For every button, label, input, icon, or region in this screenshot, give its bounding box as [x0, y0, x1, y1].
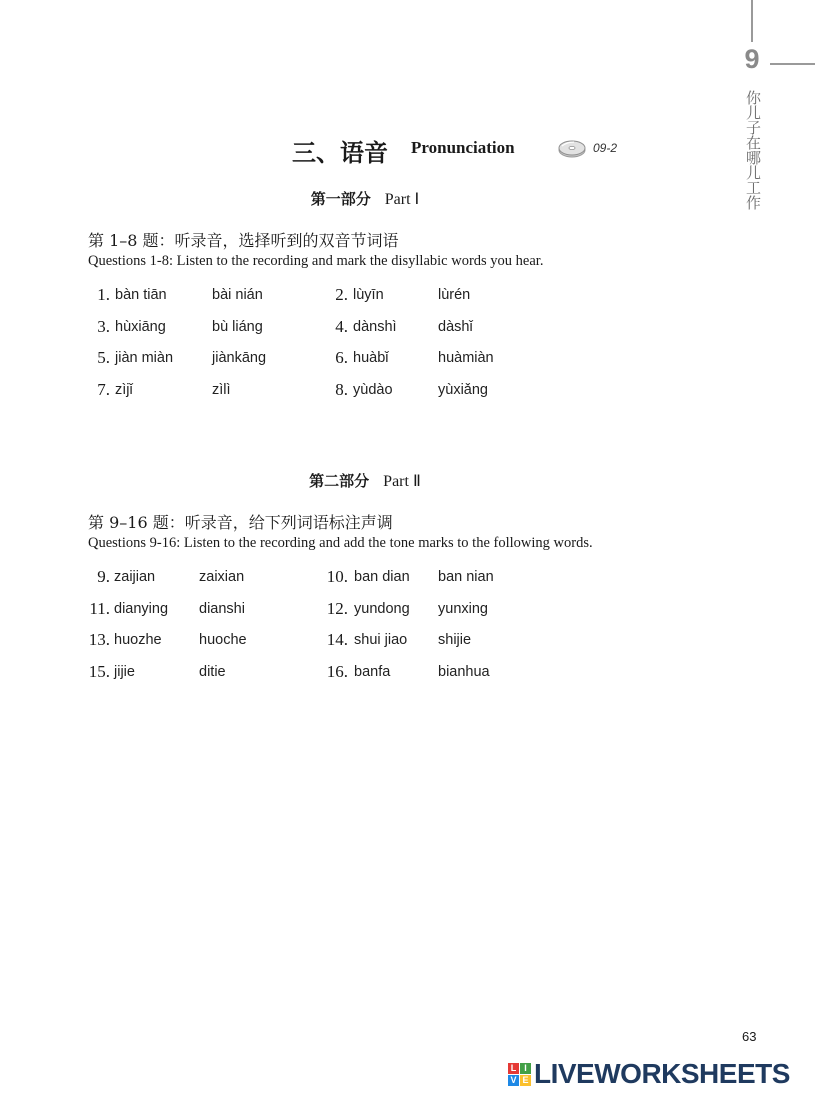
question-number: 16. [326, 662, 348, 681]
word-option-b[interactable]: ditie [199, 664, 226, 680]
word-option-b[interactable]: huàmiàn [438, 350, 494, 366]
part2-instruction-en: Questions 9-16: Listen to the recording and add the tone marks to the following words. [88, 535, 593, 551]
logo-block-i: I [520, 1063, 531, 1074]
logo-icon [508, 1063, 531, 1086]
word-option-b[interactable]: yùxiǎng [438, 382, 488, 398]
section-title-cn: 三、语音 [292, 138, 388, 167]
word-option-a[interactable]: huàbǐ [353, 350, 389, 366]
word-option-b[interactable]: yunxing [438, 601, 488, 617]
word-option-b[interactable]: bài nián [212, 287, 263, 303]
question-number: 2. [335, 285, 348, 304]
question-number: 9. [97, 567, 110, 586]
question-number: 14. [326, 630, 348, 649]
word-option-b[interactable]: bianhua [438, 664, 490, 680]
question-number: 12. [326, 599, 348, 618]
logo-block-v: V [508, 1075, 519, 1086]
word-option-a[interactable]: ban dian [354, 569, 410, 585]
question-number: 5. [97, 348, 110, 367]
word-option-b[interactable]: ban nian [438, 569, 494, 585]
question-number: 7. [97, 380, 110, 399]
word-option-a[interactable]: dànshì [353, 319, 397, 335]
section-title-en: Pronunciation [411, 138, 515, 157]
part2-title-cn: 第二部分 [309, 472, 370, 490]
word-option-b[interactable]: shijie [438, 632, 472, 648]
word-option-b[interactable]: lùrén [438, 287, 471, 303]
part1-instruction-en: Questions 1-8: Listen to the recording and mark the disyllabic words you hear. [88, 253, 544, 269]
chapter-number: 9 [744, 44, 760, 74]
word-option-a[interactable]: huozhe [114, 632, 162, 648]
question-number: 11. [89, 599, 110, 618]
word-option-a[interactable]: yùdào [353, 382, 393, 398]
word-option-a[interactable]: shui jiao [354, 632, 408, 648]
part1-heading [0, 188, 730, 209]
chapter-title: 你儿子在哪儿工作 [744, 90, 762, 210]
question-number: 1. [97, 285, 110, 304]
word-option-a[interactable]: dianying [114, 601, 169, 617]
part1-title-cn: 第一部分 [310, 190, 371, 208]
question-number: 15. [88, 662, 110, 681]
liveworksheets-logo[interactable] [508, 1059, 790, 1089]
cd-icon[interactable] [557, 139, 587, 159]
side-divider-horizontal [770, 63, 815, 65]
audio-track-label: 09-2 [593, 141, 618, 155]
word-option-a[interactable]: jiàn miàn [115, 350, 174, 366]
word-option-a[interactable]: lùyīn [353, 287, 384, 303]
word-option-b[interactable]: huoche [199, 632, 247, 648]
word-option-b[interactable]: dàshǐ [438, 319, 473, 335]
logo-text: LIVEWORKSHEETS [534, 1058, 790, 1089]
word-option-a[interactable]: bàn tiān [115, 287, 167, 303]
word-option-b[interactable]: dianshi [199, 601, 245, 617]
question-number: 8. [335, 380, 348, 399]
word-option-a[interactable]: zìjǐ [115, 382, 133, 398]
word-option-b[interactable]: jiànkāng [212, 350, 267, 366]
word-option-a[interactable]: hùxiāng [115, 319, 166, 335]
word-option-b[interactable]: zaixian [199, 569, 245, 585]
logo-block-l: L [508, 1063, 519, 1074]
word-option-b[interactable]: zìlì [212, 382, 231, 398]
word-option-a[interactable]: banfa [354, 664, 391, 680]
question-number: 6. [335, 348, 348, 367]
word-option-a[interactable]: zaijian [114, 569, 156, 585]
part2-instruction-cn: 第 9–16 题：听录音，给下列词语标注声调 [88, 513, 393, 532]
part2-heading [0, 470, 730, 491]
question-number: 13. [88, 630, 110, 649]
word-option-b[interactable]: bù liáng [212, 319, 263, 335]
side-divider-vertical [751, 0, 753, 42]
question-number: 4. [335, 317, 348, 336]
part2-title-en: Part Ⅱ [383, 473, 421, 490]
part1-instruction-cn: 第 1–8 题：听录音，选择听到的双音节词语 [88, 231, 399, 250]
logo-block-e: E [520, 1075, 531, 1086]
question-number: 3. [97, 317, 110, 336]
word-option-a[interactable]: yundong [354, 601, 410, 617]
page-number: 63 [742, 1029, 757, 1044]
question-number: 10. [326, 567, 348, 586]
word-option-a[interactable]: jijie [114, 664, 135, 680]
part1-title-en: Part Ⅰ [384, 191, 420, 208]
